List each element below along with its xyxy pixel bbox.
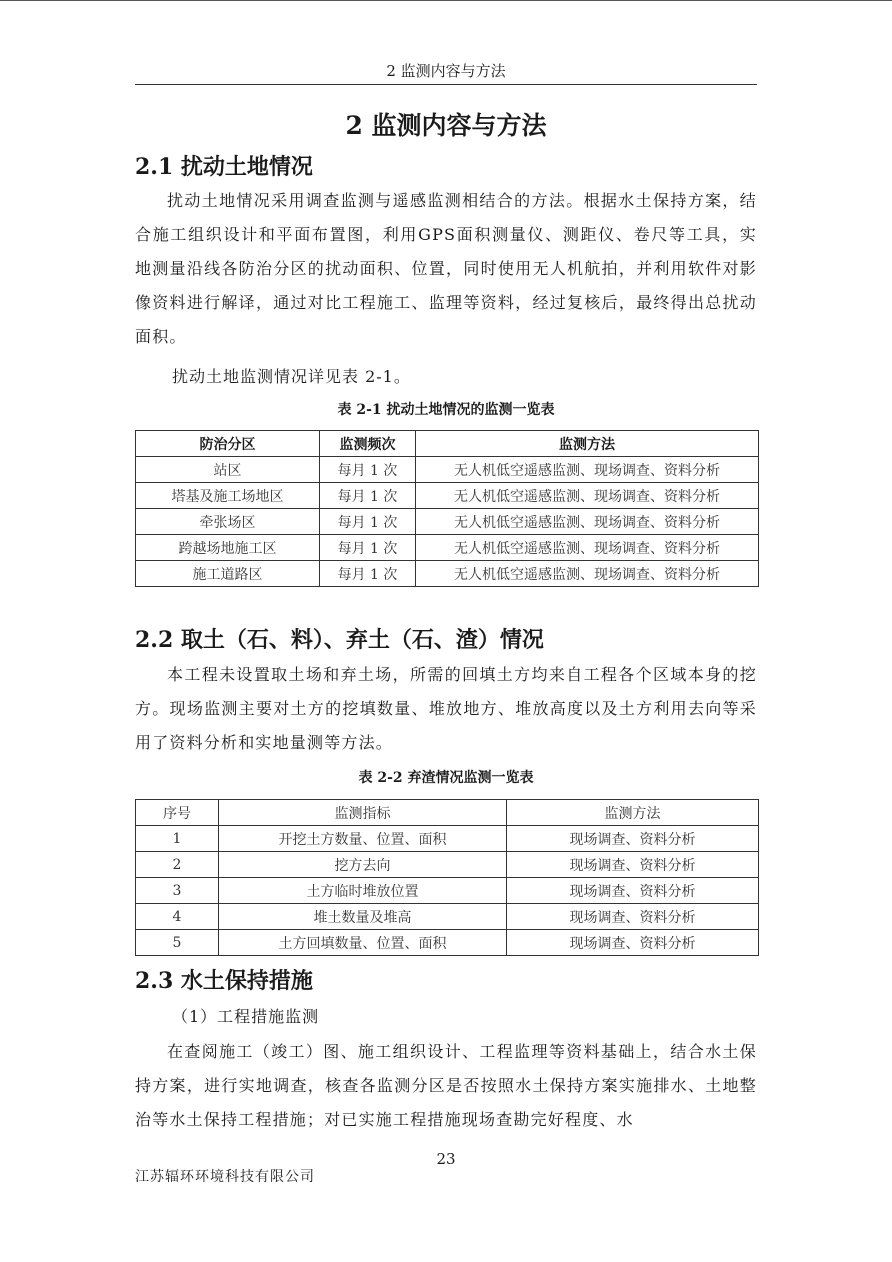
table-cell: 堆土数量及堆高 <box>219 904 507 930</box>
table-cell: 每月 1 次 <box>320 483 416 509</box>
table-cell: 4 <box>136 904 219 930</box>
table-row <box>136 509 759 535</box>
table-cell: 施工道路区 <box>136 561 320 587</box>
table-header-row <box>136 800 759 826</box>
table-cell: 5 <box>136 930 219 956</box>
table-2-1-reference: 扰动土地监测情况详见表 2-1。 <box>172 367 411 386</box>
table-cell: 每月 1 次 <box>320 561 416 587</box>
table-cell: 无人机低空遥感监测、现场调查、资料分析 <box>416 561 759 587</box>
table-header-cell: 监测方法 <box>507 800 759 826</box>
section-2-1-title: 2.1 扰动土地情况 <box>135 154 313 180</box>
table-cell: 每月 1 次 <box>320 509 416 535</box>
table-cell: 开挖土方数量、位置、面积 <box>219 826 507 852</box>
table-row <box>136 535 759 561</box>
section-2-1-paragraph <box>135 184 757 354</box>
table-cell: 现场调查、资料分析 <box>507 852 759 878</box>
table-cell: 挖方去向 <box>219 852 507 878</box>
running-header: 2 监测内容与方法 <box>386 62 506 80</box>
table-2-2 <box>135 799 759 956</box>
table-cell: 现场调查、资料分析 <box>507 930 759 956</box>
table-cell: 无人机低空遥感监测、现场调查、资料分析 <box>416 509 759 535</box>
table-header-cell: 监测频次 <box>320 431 416 457</box>
table-cell: 跨越场地施工区 <box>136 535 320 561</box>
chapter-title: 2 监测内容与方法 <box>345 111 547 140</box>
footer-company: 江苏辐环环境科技有限公司 <box>135 1169 315 1185</box>
table-cell: 2 <box>136 852 219 878</box>
table-cell: 现场调查、资料分析 <box>507 904 759 930</box>
table-2-1-caption: 表 2-1 扰动土地情况的监测一览表 <box>337 402 555 418</box>
table-row <box>136 457 759 483</box>
table-row <box>136 561 759 587</box>
section-2-2-text: 本工程未设置取土场和弃土场，所需的回填土方均来自工程各个区域本身的挖方。现场监测主要对土方的挖填数量、堆放地方、堆放高度以及土方利用去向等采用了资料分析和实地量测等方法。 <box>135 665 757 752</box>
table-cell: 现场调查、资料分析 <box>507 826 759 852</box>
table-cell: 牵张场区 <box>136 509 320 535</box>
table-row <box>136 904 759 930</box>
table-row <box>136 930 759 956</box>
table-2-1 <box>135 430 759 587</box>
table-header-cell: 序号 <box>136 800 219 826</box>
table-header-row <box>136 431 759 457</box>
table-cell: 每月 1 次 <box>320 535 416 561</box>
table-2-2-caption: 表 2-2 弃渣情况监测一览表 <box>358 770 534 786</box>
section-2-3-item: （1）工程措施监测 <box>172 1007 320 1026</box>
section-2-3-title: 2.3 水土保持措施 <box>135 968 313 994</box>
table-cell: 土方临时堆放位置 <box>219 878 507 904</box>
table-cell: 塔基及施工场地区 <box>136 483 320 509</box>
section-2-3-text: 在查阅施工（竣工）图、施工组织设计、工程监理等资料基础上，结合水土保持方案，进行实地调查，核查各监测分区是否按照水土保持方案实施排水、土地整治等水土保持工程措施；对已实施工程措施现场查勘完好程度、水 <box>135 1042 757 1129</box>
table-header-cell: 监测方法 <box>416 431 759 457</box>
table-cell: 无人机低空遥感监测、现场调查、资料分析 <box>416 535 759 561</box>
table-cell: 无人机低空遥感监测、现场调查、资料分析 <box>416 483 759 509</box>
table-cell: 无人机低空遥感监测、现场调查、资料分析 <box>416 457 759 483</box>
table-header-cell: 监测指标 <box>219 800 507 826</box>
table-row <box>136 483 759 509</box>
section-2-1-text: 扰动土地情况采用调查监测与遥感监测相结合的方法。根据水土保持方案，结合施工组织设计和平面布置图，利用GPS面积测量仪、测距仪、卷尺等工具，实地测量沿线各防治分区的扰动面积、位置，同时使用无人机航拍，并利用软件对影像资料进行解译，通过对比工程施工、监理等资料，经过复核后，最终得出总扰动面积。 <box>135 191 757 346</box>
table-row <box>136 878 759 904</box>
table-cell: 3 <box>136 878 219 904</box>
table-header-cell: 防治分区 <box>136 431 320 457</box>
page-number: 23 <box>436 1150 456 1168</box>
table-cell: 每月 1 次 <box>320 457 416 483</box>
section-2-2-paragraph <box>135 658 757 760</box>
section-2-2-title: 2.2 取土（石、料）、弃土（石、渣）情况 <box>135 627 544 653</box>
table-cell: 土方回填数量、位置、面积 <box>219 930 507 956</box>
page-top-border <box>0 0 892 1</box>
table-row <box>136 852 759 878</box>
table-cell: 现场调查、资料分析 <box>507 878 759 904</box>
table-cell: 1 <box>136 826 219 852</box>
header-rule <box>135 84 757 85</box>
table-cell: 站区 <box>136 457 320 483</box>
section-2-3-paragraph <box>135 1035 757 1137</box>
table-row <box>136 826 759 852</box>
